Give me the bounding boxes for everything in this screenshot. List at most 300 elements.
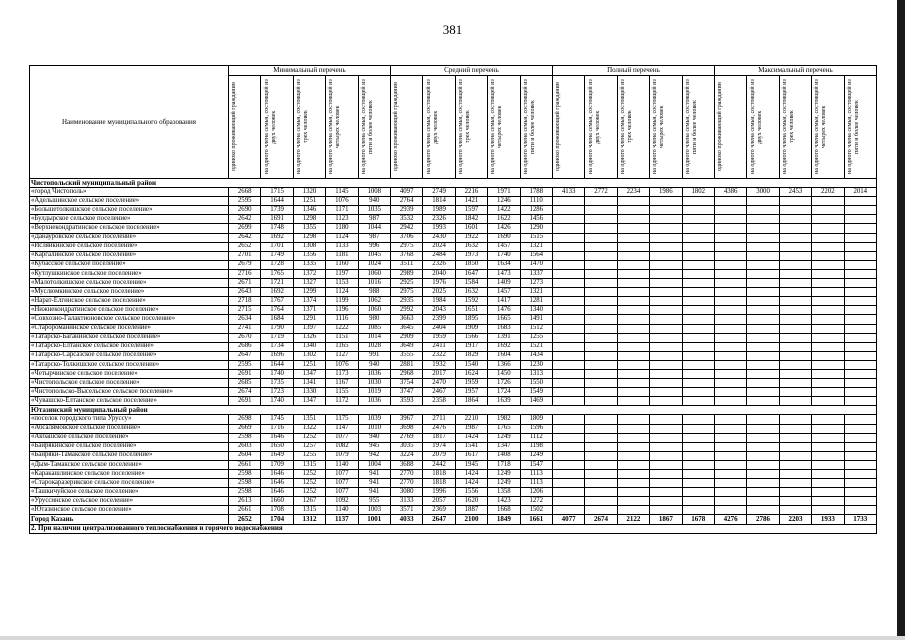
value-cell [714, 242, 746, 251]
value-cell [714, 351, 746, 360]
value-cell: 2668 [229, 188, 261, 197]
value-cell [812, 424, 844, 433]
municipality-name: «Верхнекондратинское сельское поселение» [30, 224, 229, 233]
value-cell [552, 279, 584, 288]
value-cell: 1945 [455, 460, 487, 469]
subheader-cell [326, 76, 358, 179]
value-cell: 1424 [455, 479, 487, 488]
table-row [30, 315, 877, 324]
municipality-name: «Каргалинское сельское поселение» [30, 251, 229, 260]
value-cell [585, 315, 617, 324]
value-cell [779, 224, 811, 233]
value-cell [714, 451, 746, 460]
value-cell [585, 497, 617, 506]
value-cell [812, 379, 844, 388]
value-cell [650, 369, 682, 378]
value-cell [812, 479, 844, 488]
value-cell [812, 288, 844, 297]
value-cell: 1302 [293, 351, 325, 360]
value-cell: 2652 [229, 242, 261, 251]
value-cell: 1704 [261, 515, 293, 524]
table-row [30, 279, 877, 288]
municipality-name: «Ютазинское сельское поселение» [30, 506, 229, 515]
subheader-cell [682, 76, 714, 179]
value-cell: 1112 [520, 433, 552, 442]
value-cell: 1252 [293, 488, 325, 497]
value-cell [552, 324, 584, 333]
value-cell: 1167 [326, 379, 358, 388]
value-cell [844, 479, 876, 488]
value-cell [747, 324, 779, 333]
table-row [30, 342, 877, 351]
group-header-maximum: Максимальный перечень [714, 66, 876, 76]
value-cell [552, 470, 584, 479]
value-cell: 1298 [293, 215, 325, 224]
value-cell [585, 379, 617, 388]
value-cell: 1959 [423, 333, 455, 342]
value-cell: 1181 [326, 251, 358, 260]
value-cell: 1340 [293, 342, 325, 351]
value-cell: 1171 [326, 206, 358, 215]
value-cell: 2942 [390, 224, 422, 233]
value-cell: 1716 [261, 424, 293, 433]
value-cell: 2992 [390, 306, 422, 315]
value-cell [552, 424, 584, 433]
value-cell: 1045 [358, 251, 390, 260]
table-row [30, 397, 877, 406]
value-cell [650, 433, 682, 442]
value-cell: 2598 [229, 479, 261, 488]
value-cell [617, 397, 649, 406]
value-cell [552, 351, 584, 360]
value-cell: 1709 [261, 460, 293, 469]
value-cell: 1547 [520, 460, 552, 469]
value-cell: 1849 [488, 515, 520, 524]
value-cell: 1409 [488, 279, 520, 288]
value-cell: 1765 [488, 424, 520, 433]
value-cell [747, 506, 779, 515]
subheader-cell [552, 76, 584, 179]
value-cell [747, 269, 779, 278]
value-cell [779, 379, 811, 388]
value-cell [617, 233, 649, 242]
value-cell: 3754 [390, 379, 422, 388]
value-cell: 1198 [520, 442, 552, 451]
value-cell [747, 470, 779, 479]
value-cell: 1814 [423, 197, 455, 206]
value-cell: 1984 [423, 297, 455, 306]
value-cell [552, 342, 584, 351]
municipality-name: «Абсалямовское сельское поселение» [30, 424, 229, 433]
value-cell: 2322 [423, 351, 455, 360]
value-cell: 3747 [390, 388, 422, 397]
value-cell [812, 215, 844, 224]
value-cell [747, 388, 779, 397]
value-cell: 1160 [326, 260, 358, 269]
value-cell: 1933 [812, 515, 844, 524]
value-cell [779, 433, 811, 442]
value-cell [779, 215, 811, 224]
value-cell [552, 479, 584, 488]
value-cell: 1016 [358, 279, 390, 288]
value-cell [812, 488, 844, 497]
value-cell [585, 324, 617, 333]
value-cell [552, 297, 584, 306]
value-cell: 2470 [423, 379, 455, 388]
value-cell [812, 315, 844, 324]
value-cell: 1564 [520, 251, 552, 260]
table-row [30, 188, 877, 197]
value-cell: 1719 [261, 333, 293, 342]
value-cell: 1549 [520, 388, 552, 397]
value-cell [650, 215, 682, 224]
value-cell [585, 279, 617, 288]
value-cell [747, 215, 779, 224]
value-cell: 2613 [229, 497, 261, 506]
value-cell: 3532 [390, 215, 422, 224]
value-cell: 1646 [261, 488, 293, 497]
value-cell [585, 360, 617, 369]
value-cell: 1644 [261, 197, 293, 206]
value-cell [650, 288, 682, 297]
value-cell: 1255 [520, 333, 552, 342]
value-cell: 1397 [293, 324, 325, 333]
table-row [30, 333, 877, 342]
value-cell [714, 288, 746, 297]
value-cell: 4276 [714, 515, 746, 524]
value-cell: 3080 [390, 488, 422, 497]
value-cell [812, 460, 844, 469]
value-cell: 1624 [455, 369, 487, 378]
subheader-label: на одного члена семьи, состоящей из двух человек [263, 79, 277, 175]
value-cell: 1646 [261, 470, 293, 479]
value-cell [552, 460, 584, 469]
value-cell: 2079 [423, 451, 455, 460]
value-cell: 2453 [779, 188, 811, 197]
value-cell: 1251 [293, 360, 325, 369]
value-cell [682, 497, 714, 506]
subheader-cell [812, 76, 844, 179]
value-cell: 3768 [390, 251, 422, 260]
value-cell: 1959 [455, 379, 487, 388]
value-cell: 1035 [358, 206, 390, 215]
value-cell: 1252 [293, 479, 325, 488]
value-cell [617, 479, 649, 488]
value-cell [714, 460, 746, 469]
subheader-cell [390, 76, 422, 179]
value-cell [779, 288, 811, 297]
value-cell [552, 397, 584, 406]
value-cell [779, 442, 811, 451]
value-cell [812, 260, 844, 269]
value-cell [747, 279, 779, 288]
municipality-name: «Чистопольское сельское поселение» [30, 379, 229, 388]
value-cell: 2642 [229, 215, 261, 224]
municipality-name: «Исляйкинское сельское поселение» [30, 242, 229, 251]
value-cell [747, 497, 779, 506]
value-cell: 2698 [229, 415, 261, 424]
value-cell [585, 260, 617, 269]
value-cell [617, 260, 649, 269]
value-cell: 2411 [423, 342, 455, 351]
value-cell: 1028 [358, 342, 390, 351]
value-cell: 2024 [423, 242, 455, 251]
value-cell [844, 197, 876, 206]
value-cell: 1366 [488, 360, 520, 369]
value-cell: 2685 [229, 379, 261, 388]
value-cell: 1632 [455, 288, 487, 297]
value-cell: 2674 [229, 388, 261, 397]
subheader-label: на одного члена семьи, состоящей из четырех человек [328, 79, 342, 175]
value-cell [682, 351, 714, 360]
value-cell [682, 297, 714, 306]
value-cell: 2939 [390, 206, 422, 215]
value-cell: 2369 [423, 506, 455, 515]
value-cell [585, 488, 617, 497]
value-cell: 1347 [293, 369, 325, 378]
value-cell [682, 379, 714, 388]
value-cell [779, 470, 811, 479]
value-cell: 1251 [293, 197, 325, 206]
value-cell: 1267 [293, 497, 325, 506]
table-row [30, 306, 877, 315]
value-cell: 3663 [390, 315, 422, 324]
value-cell [552, 433, 584, 442]
value-cell: 2484 [423, 251, 455, 260]
value-cell: 2595 [229, 360, 261, 369]
value-cell [812, 242, 844, 251]
municipality-name: «Булдырское сельское поселение» [30, 215, 229, 224]
value-cell: 2603 [229, 442, 261, 451]
municipality-name: «Татарско-Баганинское сельское поселение» [30, 333, 229, 342]
value-cell: 1060 [358, 306, 390, 315]
value-cell [682, 442, 714, 451]
value-cell [844, 288, 876, 297]
value-cell [552, 442, 584, 451]
value-cell: 945 [358, 442, 390, 451]
value-cell: 3645 [390, 324, 422, 333]
value-cell: 1340 [520, 306, 552, 315]
value-cell [650, 460, 682, 469]
value-cell [747, 415, 779, 424]
value-cell: 1701 [261, 242, 293, 251]
value-cell: 1422 [488, 206, 520, 215]
value-cell: 1788 [520, 188, 552, 197]
value-cell [747, 379, 779, 388]
value-cell: 1691 [261, 215, 293, 224]
value-cell [552, 333, 584, 342]
value-cell: 2404 [423, 324, 455, 333]
value-cell: 1864 [455, 397, 487, 406]
value-cell [714, 197, 746, 206]
municipality-name: «Совхозно-Галактионовское сельское поселение» [30, 315, 229, 324]
value-cell [812, 433, 844, 442]
value-cell: 1079 [326, 451, 358, 460]
value-cell [617, 351, 649, 360]
value-cell: 2691 [229, 369, 261, 378]
value-cell [617, 451, 649, 460]
value-cell: 2770 [390, 470, 422, 479]
municipality-name: «Нижнекондратинское сельское поселение» [30, 306, 229, 315]
value-cell: 1351 [293, 415, 325, 424]
value-cell: 1408 [488, 451, 520, 460]
value-cell: 1030 [358, 379, 390, 388]
value-cell [747, 206, 779, 215]
value-cell: 1355 [293, 224, 325, 233]
section-row [30, 524, 877, 533]
subheader-label: на одного члена семьи, состоящей из четырех человек [490, 79, 504, 175]
value-cell: 1019 [358, 388, 390, 397]
value-cell [844, 215, 876, 224]
value-cell: 1660 [261, 497, 293, 506]
value-cell: 1718 [488, 460, 520, 469]
value-cell [682, 306, 714, 315]
value-cell: 1556 [455, 488, 487, 497]
value-cell: 4133 [552, 188, 584, 197]
value-cell: 1417 [488, 297, 520, 306]
value-cell [747, 460, 779, 469]
value-cell: 1726 [488, 379, 520, 388]
subheader-label: на одного члена семьи, состоящей из четырех человек [814, 79, 828, 175]
value-cell: 1745 [261, 415, 293, 424]
value-cell: 1764 [261, 306, 293, 315]
value-cell: 2909 [390, 333, 422, 342]
value-cell [617, 342, 649, 351]
value-cell [844, 306, 876, 315]
value-cell: 2025 [423, 288, 455, 297]
value-cell [617, 324, 649, 333]
value-cell [650, 424, 682, 433]
value-cell: 996 [358, 242, 390, 251]
value-cell: 2203 [779, 515, 811, 524]
value-cell: 1597 [455, 206, 487, 215]
municipality-name: «Адельшинское сельское поселение» [30, 197, 229, 206]
value-cell: 1790 [261, 324, 293, 333]
value-cell: 1347 [293, 397, 325, 406]
subheader-label: на одного члена семьи, состоящей из пяти и более человек [360, 79, 374, 175]
value-cell: 3698 [390, 424, 422, 433]
table-row [30, 324, 877, 333]
value-cell: 1690 [488, 233, 520, 242]
municipality-name: «Татарско-Сарсазское сельское поселение» [30, 351, 229, 360]
section-row [30, 406, 877, 415]
value-cell [650, 497, 682, 506]
value-cell [682, 506, 714, 515]
value-cell: 4033 [390, 515, 422, 524]
value-cell [747, 451, 779, 460]
value-cell: 1434 [520, 351, 552, 360]
value-cell [585, 215, 617, 224]
value-cell: 1113 [520, 470, 552, 479]
value-cell [617, 488, 649, 497]
value-cell: 1829 [455, 351, 487, 360]
value-cell [585, 415, 617, 424]
value-cell: 955 [358, 497, 390, 506]
value-cell: 1932 [423, 360, 455, 369]
value-cell [682, 360, 714, 369]
value-cell: 1206 [520, 488, 552, 497]
value-cell [617, 460, 649, 469]
value-cell [552, 388, 584, 397]
value-cell [650, 415, 682, 424]
municipality-name: «Ташкичуйское сельское поселение» [30, 488, 229, 497]
value-cell: 1802 [682, 188, 714, 197]
value-cell: 3593 [390, 397, 422, 406]
subheader-label: одиноко проживающий гражданин [393, 82, 400, 172]
table-row [30, 260, 877, 269]
value-cell: 1116 [326, 315, 358, 324]
value-cell [812, 415, 844, 424]
value-cell [714, 269, 746, 278]
value-cell: 1647 [455, 269, 487, 278]
value-cell: 1818 [423, 470, 455, 479]
value-cell [714, 297, 746, 306]
value-cell [747, 197, 779, 206]
value-cell [585, 197, 617, 206]
value-cell [650, 506, 682, 515]
value-cell: 2711 [423, 415, 455, 424]
value-cell: 1391 [488, 333, 520, 342]
value-cell: 1708 [261, 506, 293, 515]
value-cell [779, 397, 811, 406]
value-cell [552, 260, 584, 269]
municipality-name: «Нарат-Елгинское сельское поселение» [30, 297, 229, 306]
value-cell: 1010 [358, 424, 390, 433]
value-cell: 1330 [293, 388, 325, 397]
value-cell: 1550 [520, 379, 552, 388]
value-cell [714, 206, 746, 215]
value-cell: 3000 [747, 188, 779, 197]
value-cell: 2741 [229, 324, 261, 333]
value-cell: 1137 [326, 515, 358, 524]
value-cell: 1650 [261, 442, 293, 451]
table-row [30, 224, 877, 233]
subheader-cell [714, 76, 746, 179]
value-cell [747, 488, 779, 497]
value-cell [714, 233, 746, 242]
value-cell: 1180 [326, 224, 358, 233]
value-cell [747, 424, 779, 433]
value-cell: 1909 [455, 324, 487, 333]
value-cell [682, 288, 714, 297]
value-cell [682, 260, 714, 269]
value-cell [617, 442, 649, 451]
value-cell [552, 315, 584, 324]
allowance-table [29, 65, 877, 534]
value-cell [844, 324, 876, 333]
value-cell: 1724 [488, 388, 520, 397]
value-cell: 1541 [455, 442, 487, 451]
table-row [30, 506, 877, 515]
value-cell [682, 397, 714, 406]
value-cell: 1076 [326, 360, 358, 369]
value-cell: 1337 [520, 269, 552, 278]
table-row [30, 488, 877, 497]
value-cell [812, 269, 844, 278]
value-cell: 2014 [844, 188, 876, 197]
value-cell: 1173 [326, 369, 358, 378]
value-cell [682, 215, 714, 224]
table-body [30, 179, 877, 534]
value-cell [779, 388, 811, 397]
value-cell: 1620 [455, 497, 487, 506]
value-cell [650, 397, 682, 406]
value-cell [812, 451, 844, 460]
value-cell [812, 251, 844, 260]
value-cell: 2701 [229, 251, 261, 260]
value-cell [714, 215, 746, 224]
value-cell: 2670 [229, 333, 261, 342]
